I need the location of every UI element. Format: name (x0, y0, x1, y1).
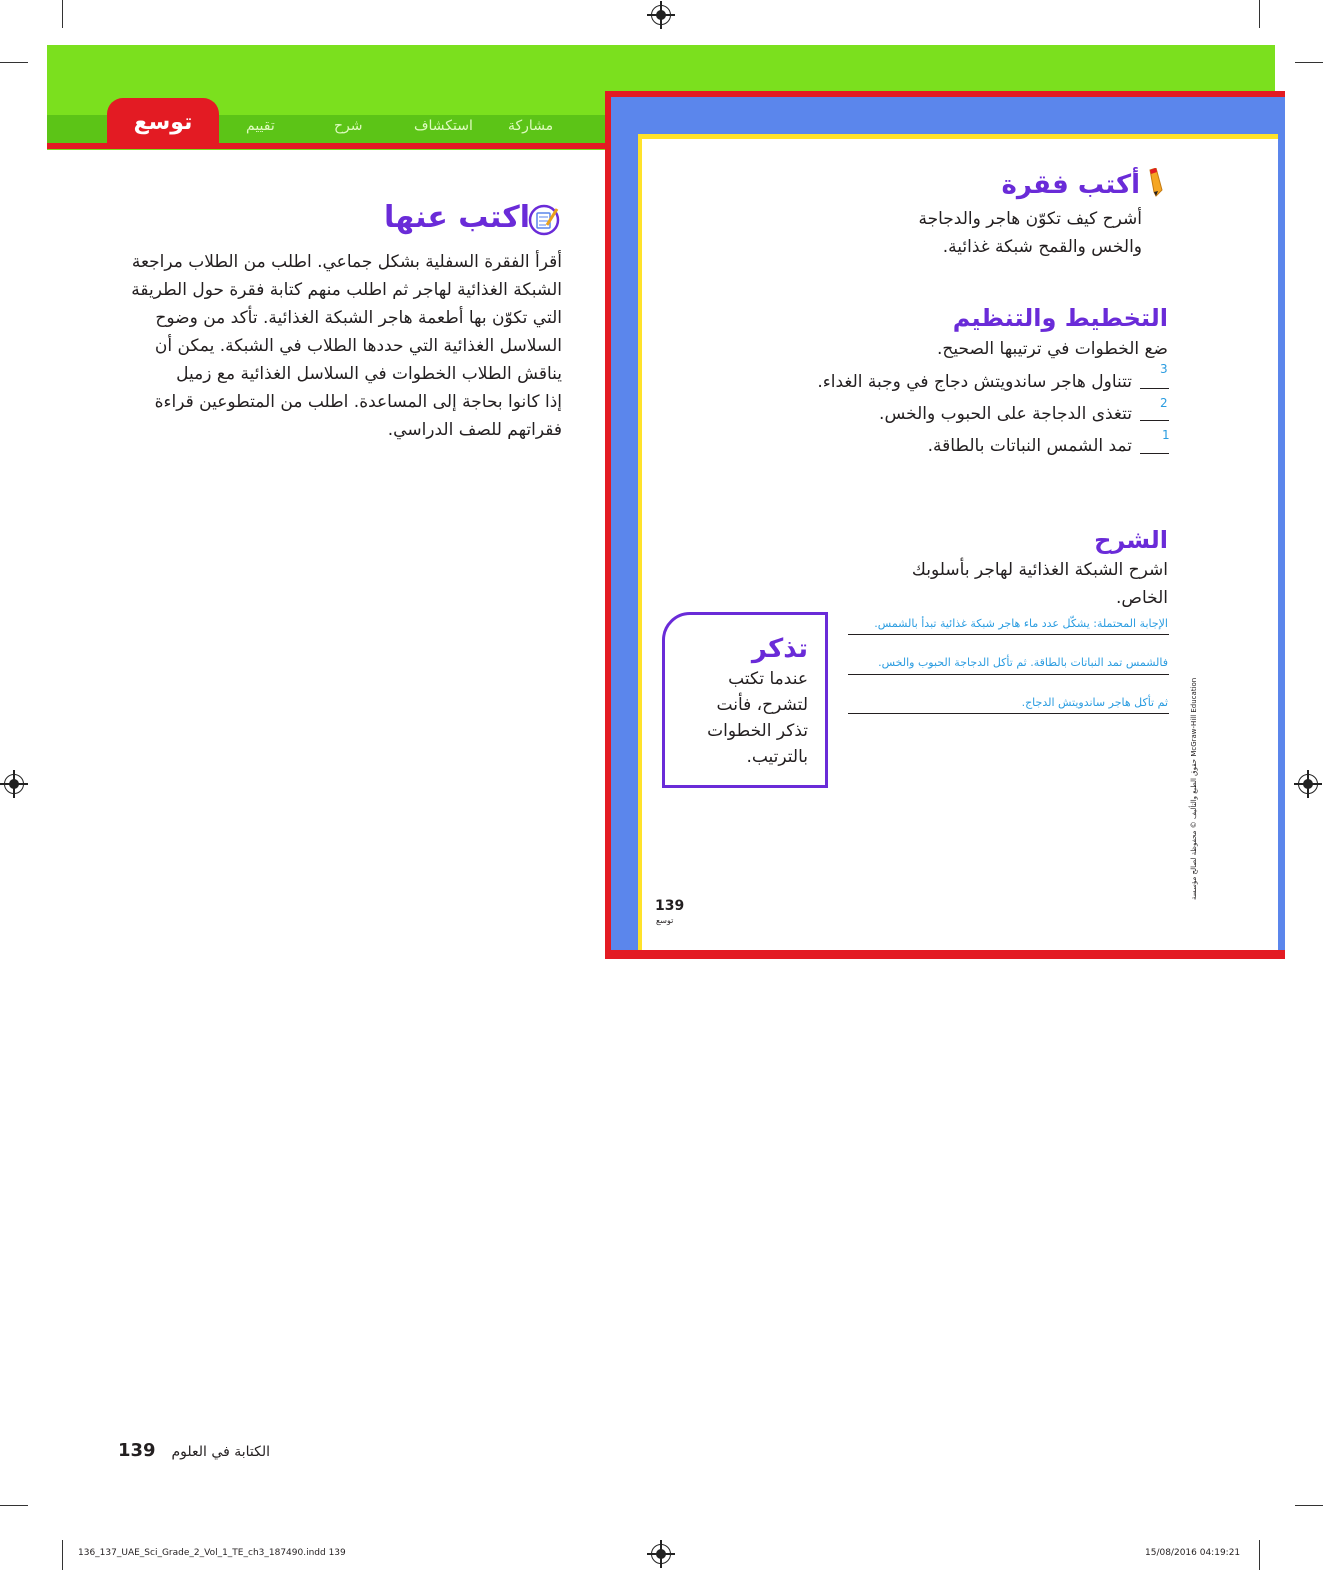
teacher-note-line: فقراتهم للصف الدراسي. (387, 420, 562, 440)
student-page-label: توسع (656, 916, 674, 925)
writing-line (848, 713, 1169, 714)
sequence-step-text: تمد الشمس النباتات بالطاقة. (927, 436, 1132, 456)
registration-mark-icon (1298, 774, 1318, 794)
write-paragraph-line: أشرح كيف تكوّن هاجر والدجاجة (918, 209, 1142, 229)
sequence-step-text: تتناول هاجر ساندويتش دجاج في وجبة الغداء. (817, 372, 1132, 392)
teacher-note-title: اكتب عنها (384, 200, 530, 235)
print-file-name: 136_137_UAE_Sci_Grade_2_Vol_1_TE_ch3_187490.indd 139 (78, 1548, 346, 1558)
planning-title: التخطيط والتنظيم (952, 304, 1168, 332)
crop-mark (62, 0, 63, 28)
copyright-notice: حقوق الطبع والتأليف © محفوظة لصالح مؤسسة McGraw-Hill Education (1190, 677, 1198, 900)
explain-line: اشرح الشبكة الغذائية لهاجر بأسلوبك (911, 560, 1168, 580)
explain-title: الشرح (1094, 526, 1168, 554)
teacher-note-line: يناقش الطلاب الخطوات في السلاسل الغذائية مع زميل (176, 364, 562, 384)
teacher-note-line: إذا كانوا بحاجة إلى المساعدة. اطلب من المتطوعين قراءة (154, 392, 562, 412)
crop-mark (0, 62, 28, 63)
sequence-step-text: تتغذى الدجاجة على الحبوب والخس. (879, 404, 1132, 424)
writing-line (848, 674, 1169, 675)
crop-mark (1295, 62, 1323, 63)
pencil-icon (1146, 168, 1166, 198)
crop-mark (1259, 1540, 1260, 1570)
writing-line (848, 634, 1169, 635)
remember-line: بالترتيب. (746, 747, 808, 767)
sequence-step (760, 400, 1132, 428)
remember-line: تذكر الخطوات (707, 721, 808, 741)
student-page-number: 139 (655, 898, 685, 914)
teacher-note-line: السلاسل الغذائية التي حددها الطلاب في الشبكة. يمكن أن (154, 336, 562, 356)
teacher-note-line: الشبكة الغذائية لهاجر ثم اطلب منهم كتابة فقرة حول الطريقة (131, 280, 562, 300)
crop-mark (0, 1505, 28, 1506)
planning-instruction: ضع الخطوات في ترتيبها الصحيح. (937, 339, 1168, 359)
tab-extend-active[interactable]: توسع (107, 98, 219, 146)
sequence-step (760, 432, 1132, 460)
crop-mark (1295, 1505, 1323, 1506)
tab-explore[interactable]: استكشاف (414, 118, 473, 134)
print-timestamp: 15/08/2016 04:19:21 (1145, 1548, 1241, 1558)
explain-text (840, 556, 1168, 612)
tab-engage[interactable]: مشاركة (508, 118, 554, 134)
tab-explain[interactable]: شرح (334, 118, 363, 134)
teacher-note-body (110, 248, 562, 444)
teacher-note-line: التي تكوّن بها أطعمة هاجر الشبكة الغذائية. تأكد من وضوح (155, 308, 562, 328)
sequence-answer-number: 3 (1160, 362, 1168, 376)
remember-title: تذكر (751, 634, 808, 664)
sequence-step (760, 368, 1132, 396)
write-paragraph-line: والخس والقمح شبكة غذائية. (942, 237, 1142, 257)
teacher-note-line: أقرأ الفقرة السفلية بشكل جماعي. اطلب من الطلاب مراجعة (131, 252, 562, 272)
footer-section-label: الكتابة في العلوم (171, 1444, 270, 1460)
tab-evaluate[interactable]: تقييم (246, 118, 275, 134)
registration-mark-icon (651, 1544, 671, 1564)
answer-blank (1140, 388, 1169, 389)
answer-line-text: ثم تأكل هاجر ساندويتش الدجاج. (1021, 696, 1168, 709)
footer-page-number: 139 (118, 1440, 156, 1461)
sequence-answer-number: 1 (1162, 428, 1170, 442)
answer-blank (1140, 453, 1169, 454)
crop-mark (62, 1540, 63, 1570)
answer-line-text: فالشمس تمد النباتات بالطاقة. ثم تأكل الدجاجة الحبوب والخس. (878, 656, 1168, 669)
remember-line: عندما تكتب (728, 669, 808, 689)
answer-blank (1140, 420, 1169, 421)
sequence-answer-number: 2 (1160, 396, 1168, 410)
remember-line: لتشرح، فأنت (716, 695, 808, 715)
answer-line-text: الإجابة المحتملة: يشكّل عدد ماء هاجر شبكة غذائية تبدأ بالشمس. (874, 617, 1168, 630)
write-paragraph-title: أكتب فقرة (1001, 170, 1140, 200)
registration-mark-icon (4, 774, 24, 794)
crop-mark (1259, 0, 1260, 28)
remember-text (672, 666, 808, 770)
write-paragraph-text (820, 205, 1142, 261)
notepad-pencil-icon (528, 203, 562, 237)
registration-mark-icon (651, 5, 671, 25)
explain-line: الخاص. (1115, 588, 1168, 608)
